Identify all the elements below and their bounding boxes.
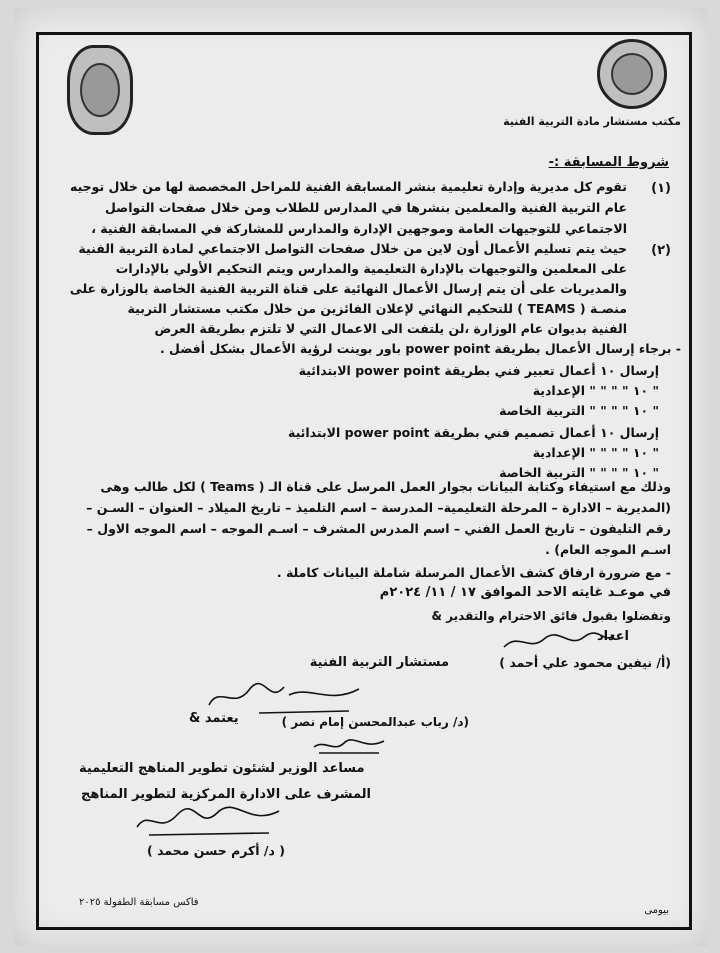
advisor-name: (د/ رباب عبدالمحسن إمام نصر ) — [281, 715, 469, 729]
list-item: إرسال ١٠ أعمال تصميم فني بطريقة power point الابتدائية — [288, 425, 659, 440]
clause-2-line-3: والمديريات على أن يتم إرسال الأعمال النهائية على قناة التربية الفنية الخاصة بالوزارة على — [69, 281, 627, 296]
clause-1-line-2: عام التربية الفنية والمعلمين بنشرها في المدارس للطلاب ومن خلال صفحات التواصل — [105, 200, 627, 215]
deputy-subtitle: المشرف على الادارة المركزية لتطوير المناهج — [81, 787, 372, 802]
approve-label: يعتمد & — [189, 711, 239, 726]
clause-2-line-1: حيث يتم تسليم الأعمال أون لاين من خلال صفحات التواصل الاجتماعي لمادة التربية الفنية — [78, 241, 627, 256]
document-sheet — [14, 8, 708, 946]
clause-2 — [69, 241, 627, 349]
advisor-title: مستشار التربية الفنية — [309, 655, 449, 670]
footer-fax-note: فاكس مسابقة الطفولة ٢٠٢٥ — [79, 897, 199, 908]
data-requirements — [51, 479, 671, 563]
list-item: " ١٠ " " " " التربية الخاصة — [499, 465, 659, 480]
list-item: " ١٠ " " " " الإعدادية — [532, 445, 659, 460]
page-border: مكتب مستشار مادة التربية الفنية شروط المسابقة :- (١) تقوم كل مديرية وإدارة تعليمية بنشر المسابقة الفنية للمراحل المخصصة لها من خلال توجيه عام التربية الفنية والمعلمين بنشرها في المدارس للطلاب ومن خلال صفحات التواصل الاجتماعي للتوجيهات العامة وموجهين الإدارة والمدارس للمشاركة في المسابقة الفنية ، (٢) حيث يتم تسليم الأعمال أون لاين من خلال صفحات التواصل الاجتماعي لمادة التربية الفنية على المعلمين والتوجيهات بالإدارة التعليمية والمدارس ويتم التحكيم الأولي بالإدارات والمديريات على أن يتم إرسال الأعمال النهائية على قناة التربية الفنية الخاصة بالوزارة على منصـة ( TEAMS ) للتحكيم النهائي لإعلان الفائزين من خلال مكتب مستشار التربية الفنية بديوان عام الوزارة ،لن يلتفت الى الاعمال التي لا تلتزم بطريقة العرض - برجاء إرسال الأعمال بطريقة power point باور بوينت لرؤية الأعمال بشكل أفضل . إرسال ١٠ أعمال تعبير فني بطريقة power point الابتدائية " ١٠ " " " " الإعدادية " ١٠ " " " " التربية الخاصة إرسال ١٠ أعمال تصميم فني بطريقة power point الابتدائية " ١٠ " " " " الإعدادية " ١٠ " " " " التربية الخاصة وذلك مع استيفاء وكتابة البيانات بجوار العمل المرسل على قناة الـ ( Teams ) لكل طالب وهى (المديرية – الادارة – المرحلة التعليمية– المدرسة – اسم التلميذ – تاريخ الميلاد – العنوان – السـن – رقم التليفون – تاريخ العمل الفني – اسم المدرس المشرف – اسـم الموجه – اسم الموجه الاول – اسـم الموجه العام) . - مع ضرورة ارفاق كشف الأعمال المرسلة شاملة البيانات كاملة . في موعـد غايته الاحد الموافق ١٧ / ١١/ ٢٠٢٤م وتفضلوا بقبول فائق الاحترام والتقدير & اعداد (أ/ نيفين محمود علي أحمد ) مستشار التربية الفنية (د/ رباب عبدالمحسن إمام نصر ) يعتمد & مساعد الوزير لشئون تطوير المناهج التعليمية المشرف على الادارة المركزية لتطوير المناهج ( د/ أكرم حسن محمد ) فاكس مسابقة الطفولة ٢٠٢٥ بيومى — [36, 32, 692, 930]
office-name: مكتب مستشار مادة التربية الفنية — [503, 115, 681, 128]
clause-2-line-4: منصـة ( TEAMS ) للتحكيم النهائي لإعلان الفائزين من خلال مكتب مستشار التربية — [127, 301, 627, 316]
deputy-name: ( د/ أكرم حسن محمد ) — [147, 843, 285, 858]
list-item: إرسال ١٠ أعمال تعبير فني بطريقة power point الابتدائية — [298, 363, 659, 378]
data-line: وذلك مع استيفاء وكتابة البيانات بجوار العمل المرسل على قناة الـ ( Teams ) لكل طالب وهى — [100, 479, 671, 494]
prepared-label: اعداد — [597, 629, 629, 644]
list-expression-art — [279, 363, 659, 423]
list-item: " ١٠ " " " " الإعدادية — [532, 383, 659, 398]
clause-2-line-2: على المعلمين والتوجيهات بالإدارة التعليمية والمدارس ويتم التحكيم الأولي بالإدارات — [115, 261, 627, 276]
deputy-title: مساعد الوزير لشئون تطوير المناهج التعليمية — [79, 761, 365, 776]
clause-number-1: (١) — [651, 181, 671, 196]
clause-1 — [69, 179, 627, 243]
ministry-emblem-logo — [597, 39, 667, 109]
clause-1-line-3: الاجتماعي للتوجيهات العامة وموجهين الإدارة والمدارس للمشاركة في المسابقة الفنية ، — [91, 221, 627, 236]
clause-1-line-1: تقوم كل مديرية وإدارة تعليمية بنشر المسابقة الفنية للمراحل المخصصة لها من خلال توجيه — [69, 179, 627, 194]
section-title: شروط المسابقة :- — [548, 155, 669, 170]
preparer-signature — [499, 627, 619, 657]
data-line: اسـم الموجه العام) . — [545, 542, 671, 557]
advisor-date-scribble — [309, 735, 389, 757]
list-design-art — [279, 425, 659, 485]
deputy-signature — [129, 801, 289, 841]
data-line: رقم التليفون – تاريخ العمل الفني – اسم المدرس المشرف – اسـم الموجه – اسم الموجه الاول – — [86, 521, 671, 536]
preparer-name: (أ/ نيفين محمود علي أحمد ) — [499, 655, 671, 670]
clause-2-line-5: الفنية بديوان عام الوزارة ،لن يلتفت الى الاعمال التي لا تلتزم بطريقة العرض — [154, 321, 627, 336]
list-item: " ١٠ " " " " التربية الخاصة — [499, 403, 659, 418]
footer-initials: بيومى — [644, 905, 669, 916]
competition-seal-logo — [67, 45, 133, 135]
clause-number-2: (٢) — [651, 243, 671, 258]
data-line: (المديرية – الادارة – المرحلة التعليمية– المدرسة – اسم التلميذ – تاريخ الميلاد – العنوان – السـن – — [86, 500, 671, 515]
